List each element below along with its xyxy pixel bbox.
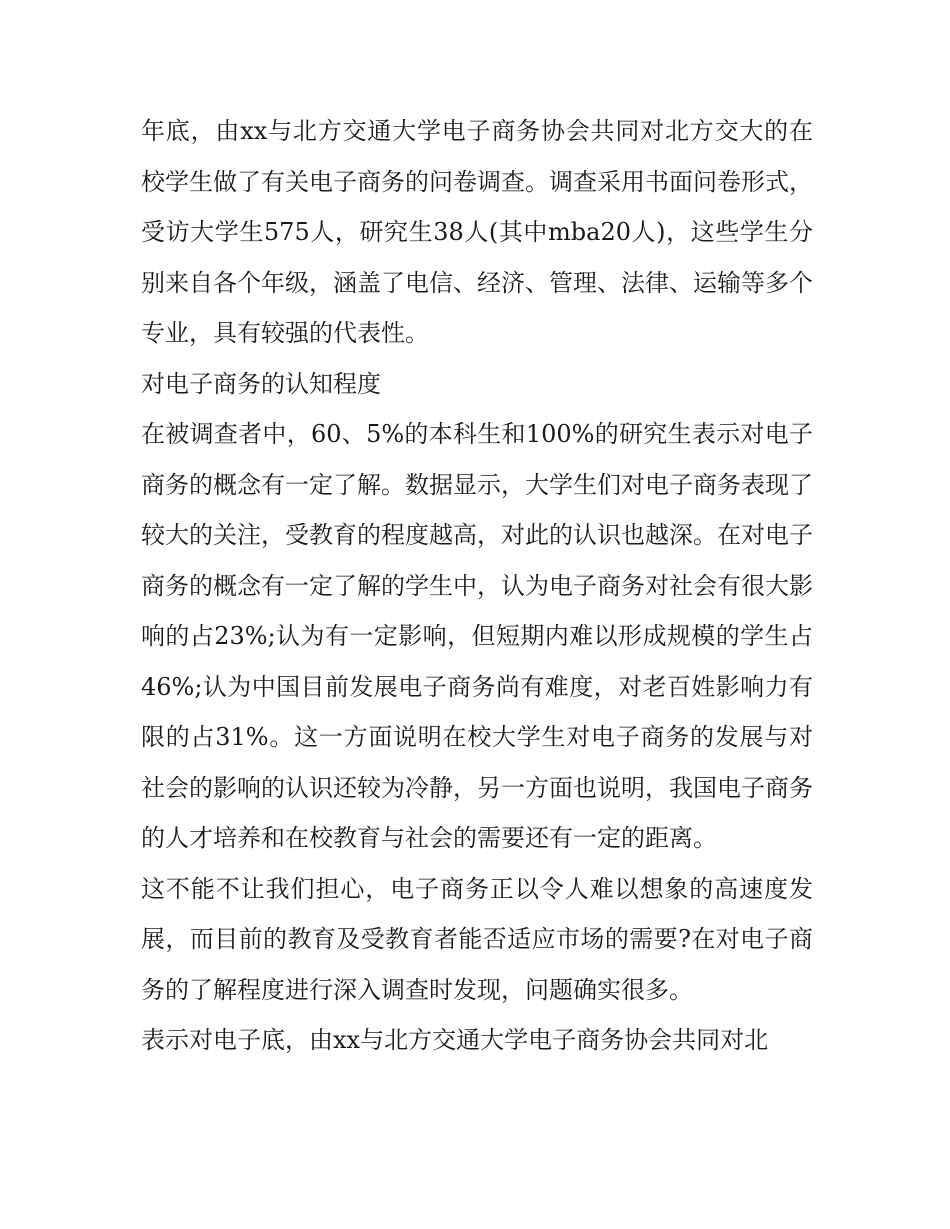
paragraph-survey-findings: 在被调查者中，60、5%的本科生和100%的研究生表示对电子商务的概念有一定了解。数据显示，大学生们对电子商务表现了较大的关注，受教育的程度越高，对此的认识也越深。在对电子商务的概念有一定了解的学生中，认为电子商务对社会有很大影响的占23%;认为有一定影响，但短期内难以形成规模的学生占46%;认为中国目前发展电子商务尚有难度，对老百姓影响力有限的占31%。这一方面说明在校大学生对电子商务的发展与对社会的影响的认识还较为冷静，另一方面也说明，我国电子商务的人才培养和在校教育与社会的需要还有一定的距离。 xyxy=(141,420,813,852)
document-body xyxy=(141,106,813,1066)
paragraph-concern: 这不能不让我们担心，电子商务正以令人难以想象的高速度发展，而目前的教育及受教育者能否适应市场的需要?在对电子商务的了解程度进行深入调查时发现，问题确实很多。 xyxy=(141,874,813,1004)
paragraph-survey-intro: 年底，由xx与北方交通大学电子商务协会共同对北方交大的在校学生做了有关电子商务的问卷调查。调查采用书面问卷形式，受访大学生575人，研究生38人(其中mba20人)，这些学生分别来自各个年级，涵盖了电信、经济、管理、法律、运输等多个专业，具有较强的代表性。 xyxy=(141,117,813,347)
section-heading-awareness: 对电子商务的认知程度 xyxy=(141,369,381,398)
paragraph-truncated: 表示对电子底，由xx与北方交通大学电子商务协会共同对北 xyxy=(141,1026,769,1054)
